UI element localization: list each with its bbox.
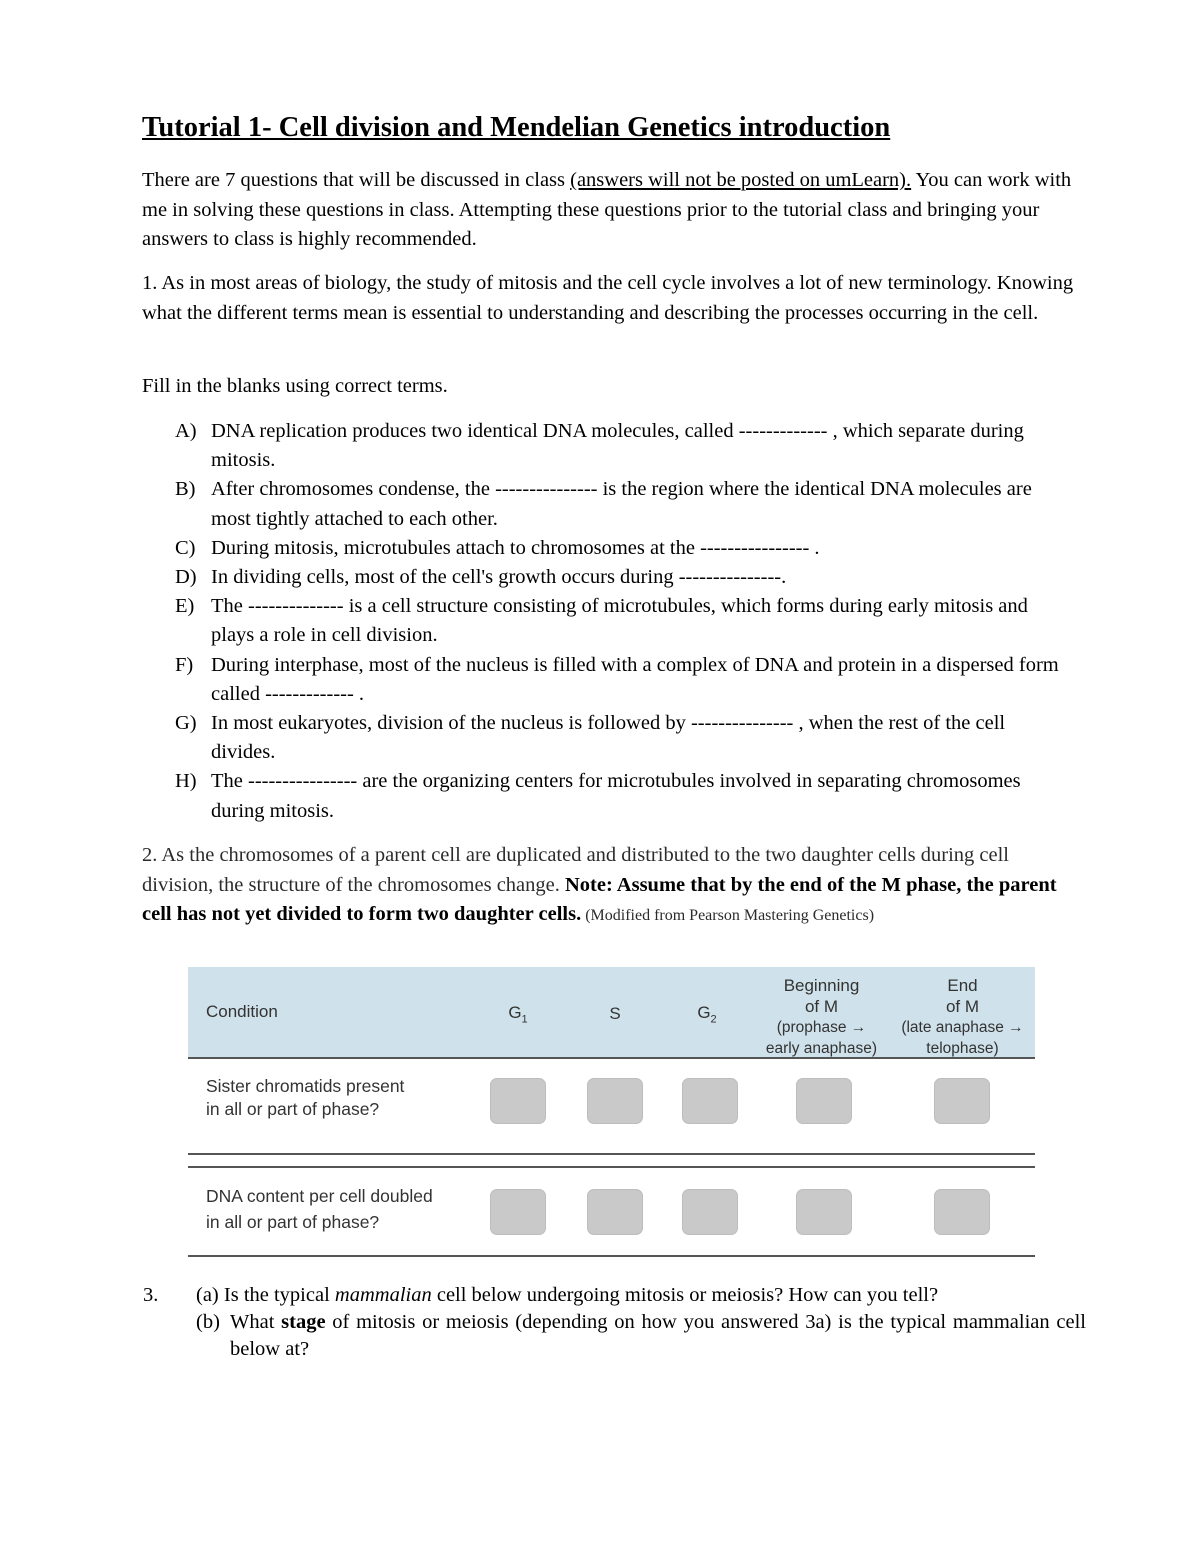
answer-box-sister-beginning-m[interactable]: [796, 1078, 852, 1124]
answer-box-sister-g1[interactable]: [490, 1078, 546, 1124]
item-letter: G): [175, 712, 197, 735]
item-letter: C): [175, 536, 196, 559]
item-letter: B): [175, 478, 196, 501]
item-letter: A): [175, 420, 197, 442]
row-divider-bottom: [188, 1166, 1035, 1168]
answer-box-dna-g2[interactable]: [682, 1189, 738, 1235]
item-letter: D): [175, 566, 197, 589]
list-item-b: [142, 475, 1072, 533]
answer-box-sister-g2[interactable]: [682, 1078, 738, 1124]
answer-box-dna-s[interactable]: [587, 1189, 643, 1235]
intro-paragraph: [142, 166, 1082, 255]
list-item-c: [142, 534, 1072, 563]
row-label-dna-content: DNA content per cell doubled in all or part of phase?: [206, 1186, 433, 1232]
list-item-g: [142, 709, 1072, 767]
item-text: After chromosomes condense, the --------------- is the region where the identical DNA molecules are most tightly attached to each other.: [211, 478, 1032, 530]
q2-source: (Modified from Pearson Mastering Genetics): [581, 907, 875, 924]
page-title: Tutorial 1- Cell division and Mendelian Genetics introduction: [142, 112, 891, 143]
row-divider-top: [188, 1153, 1035, 1155]
item-text: The ---------------- are the organizing centers for microtubules involved in separating chromosomes during mitosis.: [211, 770, 1021, 822]
list-item-h: [142, 767, 1072, 825]
table-bottom-rule: [188, 1255, 1035, 1257]
q3-b-text: What stage of mitosis or meiosis (depending on how you answered 3a) is the typical mammalian cell below at?: [230, 1311, 1086, 1360]
intro-text-2: You can work with me in solving these questions in class. Attempting these questions prior to the tutorial class and bringing your answers to class is highly recommended.: [142, 169, 1072, 250]
intro-underlined-note: (answers will not be posted on umLearn).: [570, 169, 912, 191]
item-letter: H): [175, 770, 197, 793]
answer-box-dna-g1[interactable]: [490, 1189, 546, 1235]
question-1-text: 1. As in most areas of biology, the study of mitosis and the cell cycle involves a lot of new terminology. Knowing what the different terms mean is essential to understanding and describing the processes occurring in the cell.: [142, 272, 1074, 324]
item-text: In dividing cells, most of the cell's growth occurs during ---------------.: [211, 566, 787, 589]
row-label-sister-chromatids: Sister chromatids present in all or part of phase?: [206, 1076, 405, 1119]
item-text: In most eukaryotes, division of the nucleus is followed by --------------- , when the rest of the cell divides.: [211, 712, 1006, 764]
fill-in-blank-list: [142, 417, 1072, 826]
answer-box-dna-end-m[interactable]: [934, 1189, 990, 1235]
q3-number: 3.: [143, 1284, 159, 1306]
header-g1: $G_1$: [508, 1003, 528, 1026]
item-text: DNA replication produces two identical DNA molecules, called ------------- , which separate during mitosis.: [211, 420, 1024, 472]
q2-body: 2. As the chromosomes of a parent cell are duplicated and distributed to the two daughter cells during cell division, the structure of the chromosomes change.: [142, 844, 1010, 896]
header-divider: [188, 1057, 1035, 1059]
list-item-e: [142, 592, 1072, 650]
list-item-d: [142, 563, 1072, 592]
header-beginning-of-m: Beginning of M (prophase → early anaphase): [765, 976, 878, 1057]
item-text: During mitosis, microtubules attach to chromosomes at the ---------------- .: [211, 536, 820, 559]
item-letter: E): [175, 595, 195, 618]
q2-note: Note: Assume that by the end of the M phase, the parent cell has not yet divided to form two daughter cells.: [142, 873, 1057, 925]
answer-box-dna-beginning-m[interactable]: [796, 1189, 852, 1235]
q3-b-label: (b): [196, 1311, 220, 1333]
list-item-f: [142, 651, 1072, 709]
answer-box-sister-end-m[interactable]: [934, 1078, 990, 1124]
item-letter: F): [175, 653, 194, 676]
header-condition: Condition: [206, 1002, 278, 1021]
question-2-text: [142, 841, 1082, 931]
header-g2: $G_2$: [697, 1003, 717, 1026]
q3-part-a: (a) Is the typical mammalian cell below undergoing mitosis or meiosis? How can you tell?: [196, 1284, 939, 1306]
item-text: The -------------- is a cell structure consisting of microtubules, which forms during early mitosis and plays a role in cell division.: [211, 595, 1028, 647]
list-item-a: [142, 417, 1072, 475]
header-s: S: [609, 1004, 621, 1023]
cell-cycle-table: [188, 967, 1035, 1257]
item-text: During interphase, most of the nucleus is filled with a complex of DNA and protein in a dispersed form called ------------- .: [211, 653, 1059, 705]
question-1-instruction: Fill in the blanks using correct terms.: [142, 375, 448, 397]
header-end-of-m: End of M (late anaphase → telophase): [901, 976, 1024, 1057]
intro-text-1: There are 7 questions that will be discussed in class: [142, 169, 571, 191]
answer-box-sister-s[interactable]: [587, 1078, 643, 1124]
